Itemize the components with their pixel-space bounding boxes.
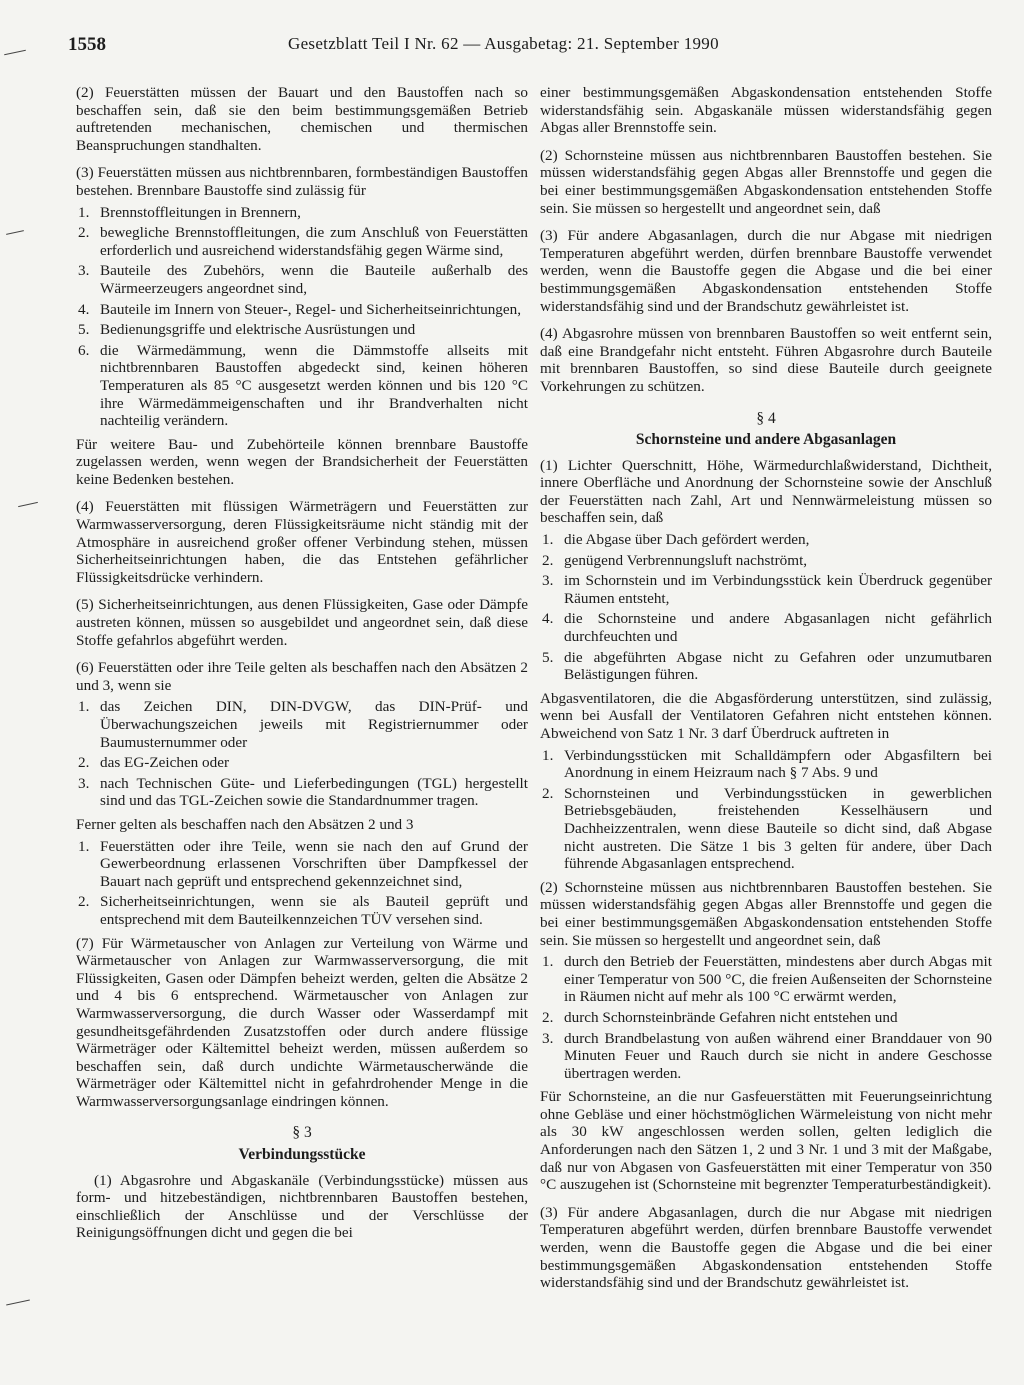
list-item-text: durch Brandbelastung von außen während einer Branddauer von 90 Minuten Feuer und Rauch durch sie nicht in andere Geschosse übertragen werden. [564, 1029, 992, 1082]
list-item-text: nach Technischen Güte- und Lieferbedingungen (TGL) hergestellt sind und das TGL-Zeichen sowie die Standardnummer tragen. [100, 774, 528, 810]
right-column [540, 84, 992, 1302]
section-number: § 4 [756, 409, 776, 427]
paragraph: (5) Sicherheitseinrichtungen, aus denen Flüssigkeiten, Gase oder Dämpfe austreten können, müssen so ausgebildet und angeordnet sein, daß diese Stoffe gefahrlos abgeführt werden. [76, 596, 528, 649]
list-item-text: Bedienungsgriffe und elektrische Ausrüstungen und [100, 321, 416, 339]
numbered-list [540, 531, 992, 684]
paragraph: (6) Feuerstätten oder ihre Teile gelten als beschaffen nach den Absätzen 2 und 3, wenn sie [76, 659, 528, 694]
list-item [76, 224, 528, 259]
list-item-number: 3. [542, 1029, 554, 1047]
numbered-list [76, 698, 528, 810]
list-item-number: 5. [78, 321, 90, 339]
margin-mark [4, 50, 26, 56]
list-item [540, 1030, 992, 1083]
list-item-number: 3. [542, 572, 554, 590]
paragraph: Abgasventilatoren, die die Abgasförderung unterstützen, sind zulässig, wenn bei Ausfall der Ventilatoren Gefahren nicht entstehen können. Abweichend von Satz 1 Nr. 3 darf Überdruck auftreten in [540, 689, 992, 742]
list-item-number: 6. [78, 341, 90, 359]
list-item-number: 2. [542, 551, 554, 569]
list-item-number: 1. [542, 953, 554, 971]
list-item-text: Feuerstätten oder ihre Teile, wenn sie nach den auf Grund der Gewerbeordnung erlassenen Vorschriften über Dampfkessel der Bauart nach geprüft und entsprechend gekennzeichnet sind, [100, 837, 528, 890]
left-column [76, 84, 528, 1252]
page-number: 1558 [68, 34, 106, 55]
list-item-text: das Zeichen DIN, DIN-DVGW, das DIN-Prüf- und Überwachungszeichen jeweils mit Registriernummer oder Baumusternummer oder [100, 698, 528, 751]
list-item-text: Brennstoffleitungen in Brennern, [100, 203, 301, 221]
page-header [68, 34, 758, 62]
paragraph: (2) Feuerstätten müssen der Bauart und den Baustoffen nach so beschaffen sein, daß sie den beim bestimmungsgemäßen Betrieb auftretenden mechanischen, chemischen und thermischen Beanspruchungen standhalten. [76, 84, 528, 154]
list-item [540, 531, 992, 549]
list-item [76, 838, 528, 891]
paragraph: (7) Für Wärmetauscher von Anlagen zur Verteilung von Wärme und Wärmetauscher von Anlagen zur Warmwasserversorgung, die mit Flüssigkeiten, Gasen oder Dämpfen beheizt werden, gelten die Absätze 2 und 4 bis 6 entsprechend. Wärmetauscher von Anlagen zur Warmwasserversorgung, die durch Wasser oder Wasserdampf mit gesundheitsgefährdenden Zusatzstoffen oder durch andere flüssige Wärmeträger oder Kältemittel beheizt werden, müssen außerdem so beschaffen sein, daß durch undichte Wärmetauscherwände die Wärmeträger oder Kältemittel nicht in gefahrdrohender Menge in die Warmwasserversorgungsanlage eindringen können. [76, 934, 528, 1110]
paragraph: (2) Schornsteine müssen aus nichtbrennbaren Baustoffen bestehen. Sie müssen widerstandsfähig gegen Abgas aller Brennstoffe und gegen die bei einer bestimmungsgemäßen Abgaskondensation entstehenden Stoffe sein. Sie müssen so hergestellt und angeordnet sein, daß [540, 878, 992, 949]
numbered-list [540, 747, 992, 873]
list-item [76, 204, 528, 222]
list-item [76, 698, 528, 751]
list-item [540, 785, 992, 873]
list-item-text: die abgeführten Abgase nicht zu Gefahren oder unzumutbaren Belästigungen führen. [564, 648, 992, 684]
list-item-number: 3. [78, 262, 90, 280]
paragraph: (1) Lichter Querschnitt, Höhe, Wärmedurchlaßwiderstand, Dichtheit, innere Oberfläche und Anordnung der Schornsteine sowie der Anschluß der Feuerstätten nach Zahl, Art und Nennwärmeleistung müssen so beschaffen sein, daß [540, 456, 992, 527]
numbered-list [76, 204, 528, 430]
list-item-text: die Schornsteine und andere Abgasanlagen nicht gefährlich durchfeuchten und [564, 610, 992, 646]
paragraph: Für Schornsteine, an die nur Gasfeuerstätten mit Feuerungseinrichtung ohne Gebläse und einer höchstmöglichen Wärmeleistung von nicht mehr als 30 kW angeschlossen werden sollen, gelten lediglich die Anforderungen nach den Sätzen 1, 2 und 3 Nr. 1 und 3 mit der Maßgabe, daß nur von Abgasen von Gasfeuerstätten mit einer Temperatur von 350 °C auszugehen ist (Schornsteine mit begrenzter Temperaturbeständigkeit). [540, 1088, 992, 1194]
margin-mark [18, 502, 38, 507]
list-item-number: 2. [78, 893, 90, 911]
list-item [76, 262, 528, 297]
list-item-number: 1. [78, 698, 90, 716]
section-title: Verbindungsstücke [238, 1146, 366, 1164]
list-item-text: Bauteile im Innern von Steuer-, Regel- und Sicherheitseinrichtungen, [100, 300, 522, 318]
list-item-text: Schornsteinen und Verbindungsstücken in gewerblichen Betriebsgebäuden, freistehenden Kesselhäusern und Dachheizzentralen, wenn diese Bauteile so dicht sind, daß Abgase nicht austreten. Die Sätze 1 bis 3 gelten für andere, über Dach führende Abgasanlagen entsprechend. [564, 784, 992, 873]
list-item-number: 3. [78, 774, 90, 792]
list-item-text: die Wärmedämmung, wenn die Dämmstoffe allseits mit nichtbrennbaren Baustoffen abgedeckt sind, keinen höheren Temperaturen als 85 °C ausgesetzt werden können und bis 120 °C ihre Wärmedämmeigenschaften und ihr Brandverhalten nicht nachteilig verändern. [100, 341, 528, 430]
section-title: Schornsteine und andere Abgasanlagen [635, 431, 897, 449]
list-item-number: 4. [78, 300, 90, 318]
paragraph: (3) Für andere Abgasanlagen, durch die nur Abgase mit niedrigen Temperaturen abgeführt werden, dürfen brennbare Baustoffe verwendet werden, wenn die Baustoffe gegen die Abgase und die bei einer bestimmungsgemäßen Abgaskondensation entstehenden Stoffe widerstandsfähig sind und der Brandschutz gewährleistet ist. [540, 227, 992, 315]
list-item-text: Verbindungsstücken mit Schalldämpfern oder Abgasfiltern bei Anordnung in einem Heizraum nach § 7 Abs. 9 und [564, 746, 992, 782]
list-item-number: 1. [78, 837, 90, 855]
list-item-text: bewegliche Brennstoffleitungen, die zum Anschluß von Feuerstätten erforderlich und ausreichend widerstandsfähig gegen Wärme sind, [100, 224, 528, 259]
list-item-text: Sicherheitseinrichtungen, wenn sie als Bauteil geprüft und entsprechend mit dem Bauteilkennzeichen TÜV versehen sind. [100, 893, 528, 928]
list-item [540, 552, 992, 570]
list-item [540, 649, 992, 684]
margin-mark [6, 230, 24, 235]
list-item [540, 572, 992, 607]
paragraph: (4) Feuerstätten mit flüssigen Wärmeträgern und Feuerstätten zur Warmwasserversorgung, deren Flüssigkeitsräume nicht ständig mit der Atmosphäre in ausreichend großer offener Verbindung stehen, müssen Sicherheitseinrichtungen haben, die das Entstehen gefährlicher Flüssigkeitsdrücke verhindern. [76, 498, 528, 586]
list-item-number: 1. [542, 531, 554, 549]
list-item-text: das EG-Zeichen oder [100, 754, 230, 772]
list-item-number: 2. [542, 784, 554, 802]
list-item [540, 953, 992, 1006]
list-item-number: 5. [542, 648, 554, 666]
list-item-text: durch Schornsteinbrände Gefahren nicht entstehen und [564, 1008, 898, 1026]
paragraph: (3) Feuerstätten müssen aus nichtbrennbaren, formbeständigen Baustoffen bestehen. Brennbare Baustoffe sind zulässig für [76, 164, 528, 199]
numbered-list [540, 953, 992, 1082]
margin-mark [6, 1300, 30, 1306]
list-item-number: 2. [542, 1008, 554, 1026]
list-item-number: 1. [542, 746, 554, 764]
numbered-list [76, 838, 528, 929]
paragraph: (3) Für andere Abgasanlagen, durch die nur Abgase mit niedrigen Temperaturen abgeführt werden, dürfen brennbare Baustoffe verwendet werden, wenn die Baustoffe gegen die Abgase und die bei einer bestimmungsgemäßen Abgaskondensation entstehenden Stoffe widerstandsfähig sind und der Brandschutz gewährleistet ist. [540, 1203, 992, 1292]
list-item-text: genügend Verbrennungsluft nachströmt, [564, 551, 808, 569]
paragraph: Ferner gelten als beschaffen nach den Absätzen 2 und 3 [76, 815, 414, 833]
paragraph: Für weitere Bau- und Zubehörteile können brennbare Baustoffe zugelassen werden, wenn wegen der Brandsicherheit der Feuerstätten keine Bedenken bestehen. [76, 435, 528, 488]
list-item [76, 754, 528, 772]
section-number: § 3 [292, 1124, 312, 1142]
list-item [540, 610, 992, 645]
running-title: Gesetzblatt Teil I Nr. 62 — Ausgabetag: 21. September 1990 [288, 34, 719, 53]
list-item [540, 747, 992, 782]
list-item [76, 321, 528, 339]
list-item-text: im Schornstein und im Verbindungsstück kein Überdruck gegenüber Räumen entsteht, [564, 572, 992, 607]
paragraph: einer bestimmungsgemäßen Abgaskondensation entstehenden Stoffe widerstandsfähig sein. Abgaskanäle müssen widerstandsfähig gegen Abgas aller Brennstoffe sein. [540, 84, 992, 137]
list-item-number: 2. [78, 754, 90, 772]
list-item [76, 301, 528, 319]
paragraph: (2) Schornsteine müssen aus nichtbrennbaren Baustoffen bestehen. Sie müssen widerstandsfähig gegen Abgas aller Brennstoffe und gegen die bei einer bestimmungsgemäßen Abgaskondensation entstehenden Stoffe sein. Sie müssen so hergestellt und angeordnet sein, daß [540, 146, 992, 217]
list-item-text: die Abgase über Dach gefördert werden, [564, 531, 810, 549]
list-item-number: 2. [78, 224, 90, 242]
list-item-text: durch den Betrieb der Feuerstätten, mindestens aber durch Abgas mit einer Temperatur von 500 °C, die freien Außenseiten der Schornsteine in Räumen nicht auf mehr als 100 °C erwärmt werden, [564, 953, 992, 1006]
list-item-text: Bauteile des Zubehörs, wenn die Bauteile außerhalb des Wärmeerzeugers angeordnet sind, [100, 262, 528, 297]
list-item [540, 1009, 992, 1027]
list-item [76, 342, 528, 430]
paragraph: (1) Abgasrohre und Abgaskanäle (Verbindungsstücke) müssen aus form- und hitzebeständigen, nichtbrennbaren Baustoffen bestehen, einschließlich der Anschlüsse und der Verschlüsse der Reinigungsöffnungen dicht und gegen die bei [76, 1171, 528, 1242]
list-item [76, 893, 528, 928]
paragraph: (4) Abgasrohre müssen von brennbaren Baustoffen so weit entfernt sein, daß eine Brandgefahr nicht entsteht. Führen Abgasrohre durch Bauteile mit brennbaren Baustoffen, so sind diese Bauteile durch geeignete Vorkehrungen zu schützen. [540, 325, 992, 395]
list-item-number: 4. [542, 610, 554, 628]
list-item [76, 775, 528, 810]
list-item-number: 1. [78, 203, 90, 221]
